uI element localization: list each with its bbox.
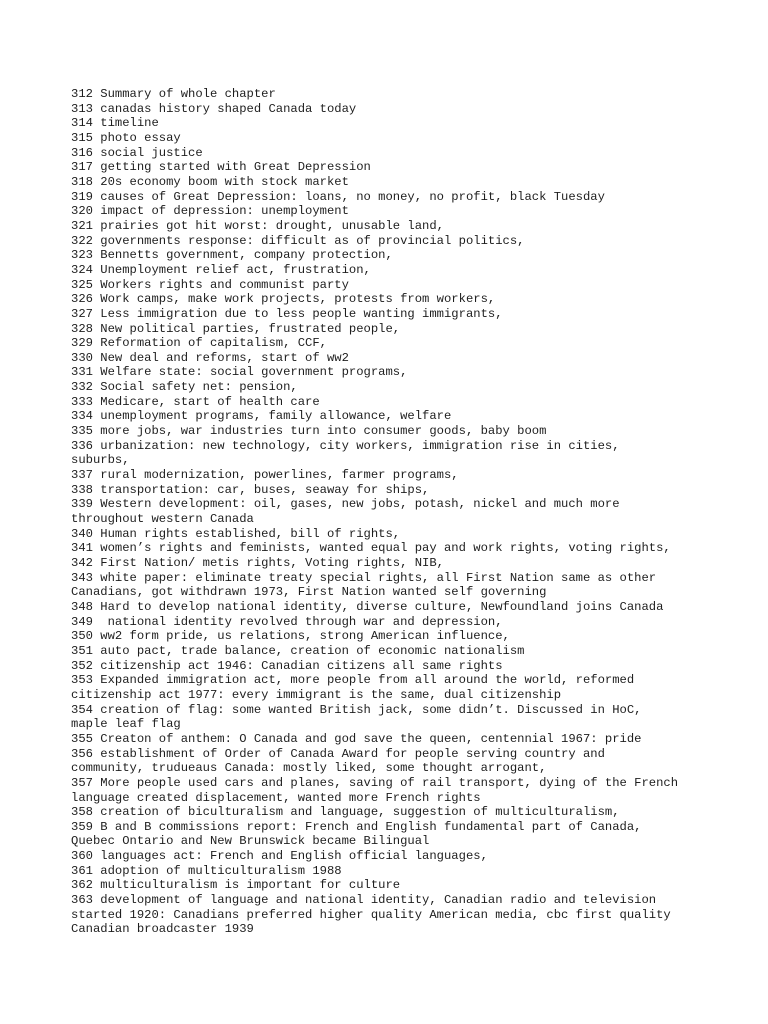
note-line: 319 causes of Great Depression: loans, no money, no profit, black Tuesday: [71, 189, 605, 204]
note-line: 350 ww2 form pride, us relations, strong American influence,: [71, 629, 510, 644]
note-line: 348 Hard to develop national identity, diverse culture, Newfoundland joins Canada: [71, 599, 664, 614]
note-line: 359 B and B commissions report: French and English fundamental part of Canada, Quebec Ontario and New Brunswick became Bilingual: [71, 819, 642, 849]
note-line: 330 New deal and reforms, start of ww2: [71, 350, 349, 365]
note-line: 356 establishment of Order of Canada Award for people serving country and community, trudueaus Canada: mostly liked, some thought arrogant,: [71, 746, 605, 776]
note-line: 329 Reformation of capitalism, CCF,: [71, 336, 327, 351]
note-line: 326 Work camps, make work projects, protests from workers,: [71, 292, 496, 307]
note-line: 343 white paper: eliminate treaty special rights, all First Nation same as other Canadians, got withdrawn 1973, First Nation wanted self governing: [71, 570, 657, 600]
note-line: 312 Summary of whole chapter: [71, 87, 276, 101]
note-line: 317 getting started with Great Depression: [71, 160, 371, 175]
note-line: 320 impact of depression: unemployment: [71, 204, 349, 219]
note-line: 358 creation of biculturalism and language, suggestion of multiculturalism,: [71, 805, 620, 820]
note-line: 334 unemployment programs, family allowance, welfare: [71, 409, 452, 424]
note-line: 351 auto pact, trade balance, creation of economic nationalism: [71, 643, 525, 658]
note-line: 313 canadas history shaped Canada today: [71, 101, 357, 116]
note-line: 353 Expanded immigration act, more people from all around the world, reformed citizenship act 1977: every immigrant is the same, dual citizenship: [71, 673, 635, 702]
note-line: 333 Medicare, start of health care: [71, 394, 320, 409]
note-line: 332 Social safety net: pension,: [71, 380, 298, 395]
note-line: 322 governments response: difficult as of provincial politics,: [71, 233, 525, 248]
note-line: 362 multiculturalism is important for culture: [71, 878, 401, 893]
notes-list: [71, 87, 701, 937]
note-line: 354 creation of flag: some wanted British jack, some didn’t. Discussed in HoC, maple leaf flag: [71, 702, 642, 732]
note-line: 324 Unemployment relief act, frustration,: [71, 262, 371, 277]
note-line: 337 rural modernization, powerlines, farmer programs,: [71, 468, 459, 483]
note-line: 341 women’s rights and feminists, wanted equal pay and work rights, voting rights,: [71, 541, 671, 556]
note-line: 338 transportation: car, buses, seaway for ships,: [71, 482, 430, 497]
note-line: 360 languages act: French and English official languages,: [71, 849, 488, 864]
note-line: 323 Bennetts government, company protection,: [71, 248, 393, 263]
note-line: 328 New political parties, frustrated people,: [71, 321, 401, 336]
note-line: 361 adoption of multiculturalism 1988: [71, 863, 342, 878]
note-line: 315 photo essay: [71, 130, 181, 145]
note-line: 363 development of language and national identity, Canadian radio and television started 1920: Canadians preferred higher quality American media, cbc first quality Canadian broadcaster 1939: [71, 893, 671, 937]
note-line: 336 urbanization: new technology, city workers, immigration rise in cities, suburbs,: [71, 438, 620, 468]
note-line: 352 citizenship act 1946: Canadian citizens all same rights: [71, 658, 503, 673]
note-line: 316 social justice: [71, 145, 203, 160]
note-line: 349 national identity revolved through war and depression,: [71, 614, 503, 629]
note-line: 335 more jobs, war industries turn into consumer goods, baby boom: [71, 424, 547, 439]
note-line: 357 More people used cars and planes, saving of rail transport, dying of the French language created displacement, wanted more French rights: [71, 775, 679, 805]
note-line: 355 Creaton of anthem: O Canada and god save the queen, centennial 1967: pride: [71, 731, 642, 746]
note-line: 321 prairies got hit worst: drought, unusable land,: [71, 218, 444, 233]
note-line: 331 Welfare state: social government programs,: [71, 365, 408, 380]
note-line: 314 timeline: [71, 116, 159, 131]
note-line: 325 Workers rights and communist party: [71, 277, 349, 292]
note-line: 327 Less immigration due to less people wanting immigrants,: [71, 306, 503, 321]
note-line: 339 Western development: oil, gases, new jobs, potash, nickel and much more throughout western Canada: [71, 497, 620, 527]
note-line: 318 20s economy boom with stock market: [71, 174, 349, 189]
note-line: 342 First Nation/ metis rights, Voting rights, NIB,: [71, 556, 444, 570]
note-line: 340 Human rights established, bill of rights,: [71, 526, 401, 541]
